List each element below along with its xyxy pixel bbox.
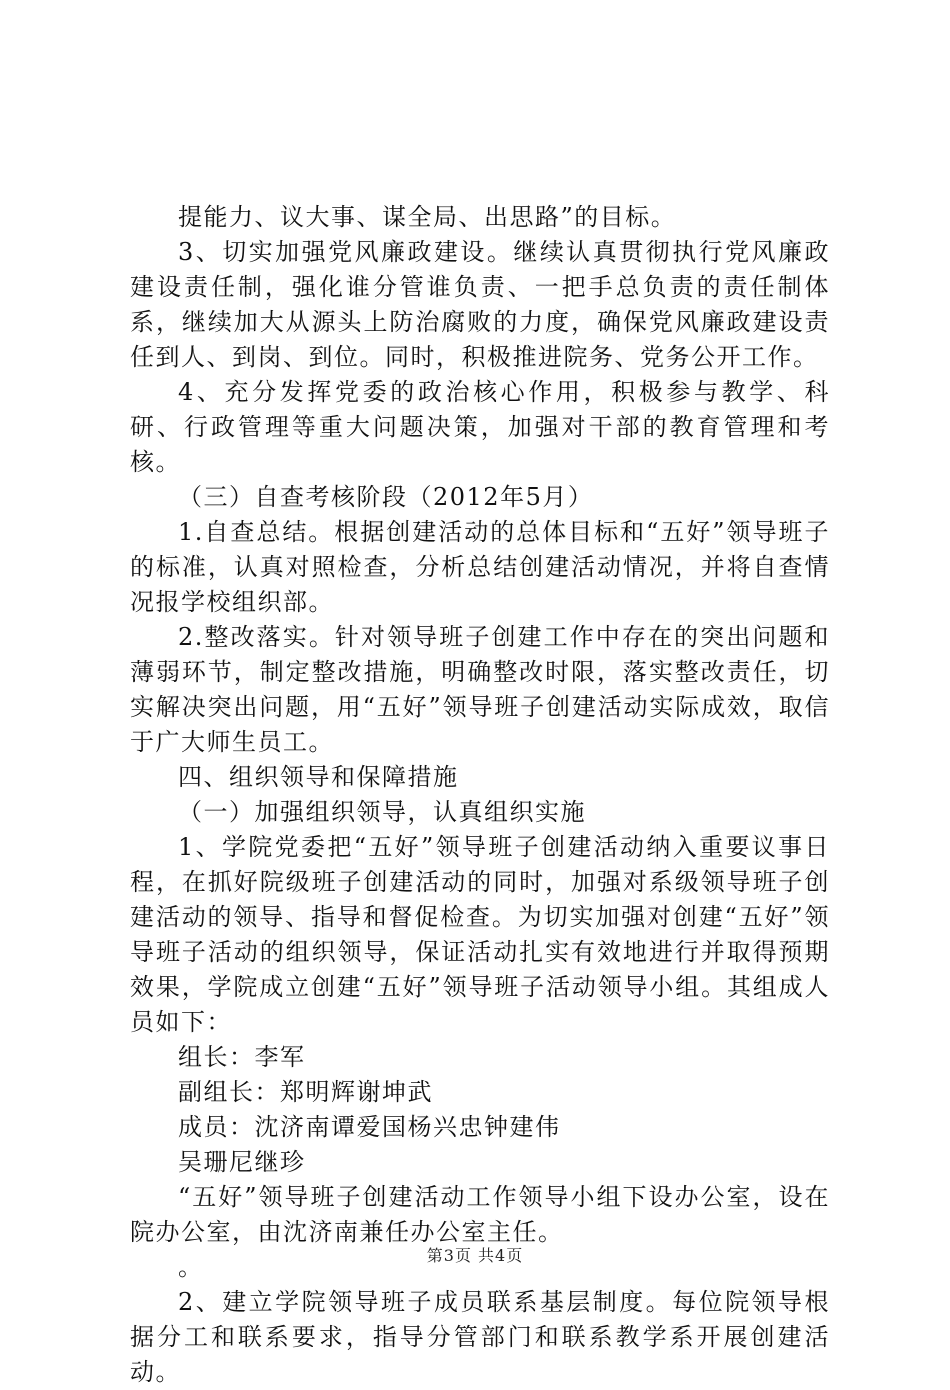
section-heading-stage-3: （三）自查考核阶段（2012年5月） bbox=[178, 483, 594, 511]
subsection-heading-1: （一）加强组织领导，认真组织实施 bbox=[178, 798, 586, 826]
group-leader-line: 组长：李军 bbox=[178, 1043, 306, 1071]
paragraph-item-3: 3、切实加强党风廉政建设。继续认真贯彻执行党风廉政建设责任制，强化谁分管谁负责、一把手总负责的责任制体系，继续加大从源头上防治腐败的力度，确保党风廉政建设责任到人、到岗、到位。同时，积极推进院务、党务公开工作。 bbox=[130, 238, 830, 371]
paragraph-rectification: 2.整改落实。针对领导班子创建工作中存在的突出问题和薄弱环节，制定整改措施，明确整改时限，落实整改责任，切实解决突出问题，用“五好”领导班子创建活动实际成效，取信于广大师生员工。 bbox=[130, 623, 830, 756]
page-footer: 第3页 共4页 bbox=[426, 1246, 524, 1265]
stray-period: 。 bbox=[178, 1253, 204, 1281]
members-continuation-line: 吴珊尼继珍 bbox=[178, 1148, 306, 1176]
paragraph-office: “五好”领导班子创建活动工作领导小组下设办公室，设在院办公室，由沈济南兼任办公室主任。 bbox=[130, 1183, 830, 1246]
paragraph-leadership-group: 1、学院党委把“五好”领导班子创建活动纳入重要议事日程，在抓好院级班子创建活动的同时，加强对系级领导班子创建活动的领导、指导和督促检查。为切实加强对创建“五好”领导班子活动的组织领导，保证活动扎实有效地进行并取得预期效果，学院成立创建“五好”领导班子活动领导小组。其组成人员如下： bbox=[130, 833, 830, 1036]
paragraph-continuation: 提能力、议大事、谋全局、出思路”的目标。 bbox=[178, 203, 677, 231]
paragraph-item-4: 4、充分发挥党委的政治核心作用，积极参与教学、科研、行政管理等重大问题决策，加强对干部的教育管理和考核。 bbox=[130, 378, 830, 476]
deputy-leader-line: 副组长：郑明辉谢坤武 bbox=[178, 1078, 433, 1106]
paragraph-self-check: 1.自查总结。根据创建活动的总体目标和“五好”领导班子的标准，认真对照检查，分析总结创建活动情况，并将自查情况报学校组织部。 bbox=[130, 518, 830, 616]
document-body bbox=[130, 200, 830, 1390]
section-heading-4: 四、组织领导和保障措施 bbox=[178, 763, 459, 791]
members-line: 成员：沈济南谭爱国杨兴忠钟建伟 bbox=[178, 1113, 561, 1141]
paragraph-contact-system: 2、建立学院领导班子成员联系基层制度。每位院领导根据分工和联系要求，指导分管部门和联系教学系开展创建活动。 bbox=[130, 1288, 830, 1386]
